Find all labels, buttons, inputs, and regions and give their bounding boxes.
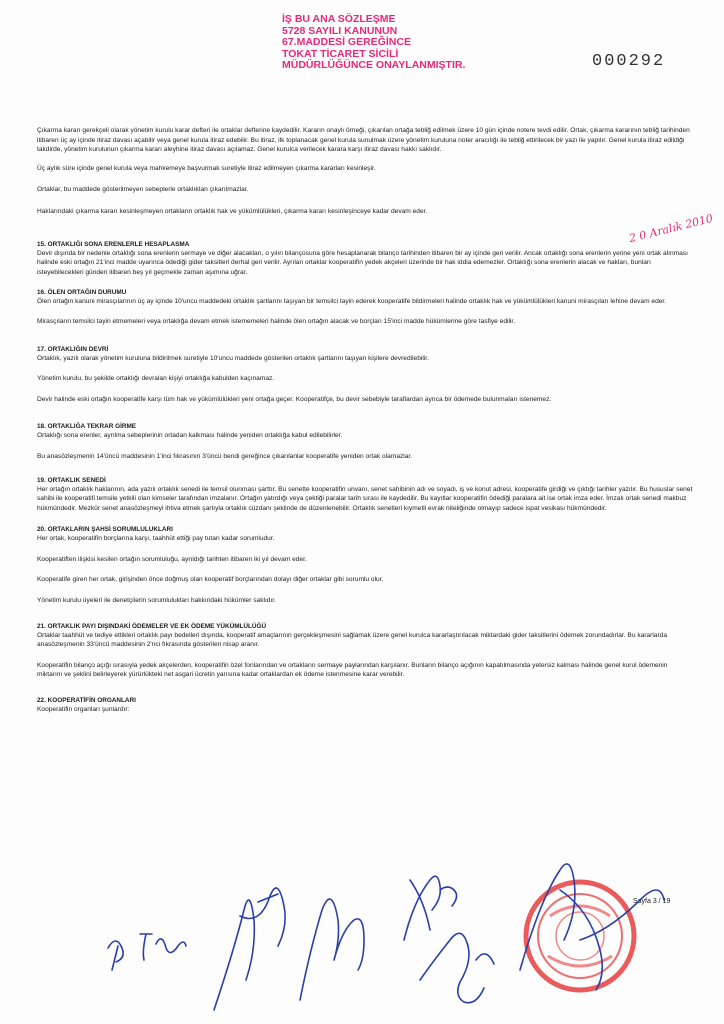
section-title: 18. ORTAKLIĞA TEKRAR GİRME [37, 423, 137, 431]
paragraph: Haklarındaki çıkarma kararı kesinleşmeyen ortakların ortaklık hak ve yükümlülükleri, çıkarma kararı kesinleşinceye kadar devam eder. [37, 207, 428, 215]
section-title: 15. ORTAKLIĞI SONA ERENLERLE HESAPLASMA [37, 240, 190, 248]
paragraph: Yönetim kurulu, bu şekilde ortaklığı devralan kişiyi ortaklığa kabulden kaçınamaz. [37, 375, 275, 383]
paragraph: Ölen ortağın kanuni mirasçılarının üç ay içinde 10'uncu maddedeki ortaklık şartlarını taşıyan bir temsilci tayin ederek kooperatife bildirmeleri halinde ortaklık hak ve yükümlülükleri kanuni mirasçıları lehine devam eder. [37, 298, 667, 306]
page-number: Sayfa 3 / 19 [633, 898, 671, 905]
stamp-line: 67.MADDESİ GEREĞİNCE [282, 36, 411, 48]
paragraph: Çıkarma kararı gerekçeli olarak yönetim kurulu karar defteri ile ortaklar defterine kaydedilir. Kararın onaylı örneği, çıkarılan ortağa tebliğ edilmek üzere 10 gün içinde notere tevdi edilir. Ortak, çıkarma kararının tebliğ tarihinden itibaren üç ay içinde itiraz davası açabilir veya genel kurula itiraz edebilir. Bu itiraz, ilk toplanacak genel kurula sunulmak üzere yönetim kuruluna noter aracılığı ile tebliğ ettirilecek bir yazı ile yapılır. Genel kurula itiraz edildiği takdirde, yönetim kurulunun çıkarma kararı aleyhine itiraz davası açılamaz. Genel kurulca verilecek karara karşı itiraz davası hakkı saklıdır. [37, 127, 690, 154]
section-22 [37, 696, 693, 715]
paragraph: Bu anasözleşmenin 14'üncü maddesinin 1'inci fıkrasının 3'üncü bendi gereğince çıkarılanlar kooperatife yeniden ortak olamazlar. [37, 452, 413, 460]
signature-4 [300, 899, 364, 1000]
section-title: 21. ORTAKLIK PAYI DIŞINDAKİ ÖDEMELER VE EK ÖDEME YÜKÜMLÜLÜĞÜ [37, 622, 267, 630]
approval-stamp [282, 14, 492, 72]
section-title: 20. ORTAKLARIN ŞAHSİ SORUMLULUKLARI [37, 526, 173, 534]
stamp-line: TOKAT TİCARET SİCİLİ [282, 47, 399, 60]
signature-7 [520, 864, 664, 990]
signature-3 [214, 888, 285, 1010]
signature-2 [140, 934, 186, 960]
section-title: 19. ORTAKLIK SENEDİ [37, 476, 106, 484]
document-body [37, 126, 693, 715]
signature-5 [404, 876, 457, 940]
section-title: 22. KOOPERATİFİN ORGANLARI [37, 697, 136, 705]
stamp-line: MÜDÜRLÜĞÜNCE ONAYLANMIŞTIR. [282, 59, 466, 71]
paragraph: Devir halinde eski ortağın kooperatife karşı tüm hak ve yükümlülükleri yeni ortağa geçer. Kooperatifçe, bu devir sebebiyle taraflardan ayrıca bir ödemede bulunmaları istenemez. [37, 395, 552, 403]
section-19 [37, 476, 693, 514]
section-17 [37, 345, 693, 405]
paragraph: Ortaklığı sona erenler, ayrılma sebeplerinin ortadan kalkması halinde yeniden ortaklığa kabul edilebilirler. [37, 432, 343, 440]
section-21 [37, 622, 693, 680]
paragraph: Kooperatife giren her ortak, girişinden önce doğmuş olan kooperatif borçlarından dolayı diğer ortaklar gibi sorumlu olur. [37, 576, 384, 584]
stamp-line: İŞ BU ANA SÖZLEŞME [282, 13, 396, 25]
section-title: 16. ÖLEN ORTAĞIN DURUMU [37, 289, 127, 297]
document-number: 000292 [592, 52, 666, 71]
handwritten-date: 2 0 Aralık 2010 [627, 211, 715, 246]
section-20 [37, 525, 693, 605]
paragraph: Mirasçıların temsilci tayin etmemeleri veya ortaklığa devam etmek istememeleri halinde ölen ortağın alacak ve borçları 15'inci madde hükümlerine göre tasfiye edilir. [37, 317, 516, 325]
paragraph: Ortaklar taahhüt ve tediye ettikleri ortaklık payı bedelleri dışında, kooperatif amaçlarının gerçekleşmesini sağlamak üzere genel kurulca kararlaştırılacak miktardaki gider taksitlerini ödemek zorundadırlar. Bu kararlarda anasözleşmenin 33'üncü maddesinin 2'nci fıkrasında gösterilen nisap aranır. [37, 631, 667, 649]
paragraph: Ortaklık, yazılı olarak yönetim kuruluna bildirilmek suretiyle 10'uncu maddede gösterilen ortaklık şartlarını taşıyan kişilere devredilebilir. [37, 354, 429, 362]
paragraph: Devir dışında bir nedenle ortaklığı sona erenlerin sermaye ve diğer alacakları, o yılın bilançosuna göre hesaplanarak bilanço tarihinden itibaren bir ay içinde geri verilir. Ancak ortaklığı sona erenlerin yerine yeni ortak alınması halinde eski ortağın 21'inci madde uyarınca ödediği gider taksitleri derhal geri verilir. Ayrılan ortaklar kooperatifin yedek akçeleri üzerinde bir hak iddia edemezler. Ortaklığı sona erenlerin alacak ve hakları, bunları isteyebilecekleri günden itibaren beş yıl geçmekle zaman aşımına uğrar. [37, 249, 688, 276]
signature-1 [108, 941, 123, 970]
section-title: 17. ORTAKLIĞIN DEVRİ [37, 345, 109, 353]
paragraph: Kooperatiften ilişkisi kesilen ortağın sorumluluğu, ayrıldığı tarihten itibaren iki yıl devam eder. [37, 555, 307, 563]
paragraph: Ortaklar, bu maddede gösterilmeyen sebeplerle ortaklıktan çıkarılmazlar. [37, 186, 249, 194]
section-16 [37, 288, 693, 326]
paragraph: Kooperatifin organları şunlardır: [37, 706, 130, 714]
section-18 [37, 422, 693, 461]
paragraph: Her ortağın ortaklık haklarının, ada yazılı ortaklık senedi ile temsil olunması şarttır. Bu senette kooperatifin unvanı, senet sahibinin adı ve soyadı, iş ve konut adresi, kooperatife girdiği ve çıktığı tarihler yazılır. Bu hususlar senet sahibi ile kooperatifi temsile yetkili olan kimseler tarafından imzalanır. Ortağın yatırdığı veya çektiği paralar tarih sırası ile kaydedilir. Bu kayıtlar kooperatifin ödediği paralara ait ise ortak imza eder. İmzalı ortak senedi makbuz hükmündedir. Mezkûr senet anasözleşmeyi ihtiva etmek şartıyla ortaklık cüzdanı şeklinde de düzenlenebilir. Ortaklık senetleri kıymetli evrak niteliğinde olmayıp sadece ispat vesikası hükmündedir. [37, 485, 693, 512]
paragraph: Üç aylık süre içinde genel kurula veya mahkemeye başvurmak suretiyle itiraz edilmeyen çıkarma kararları kesinleşir. [37, 164, 376, 172]
stamp-line: 5728 SAYILI KANUNUN [282, 24, 398, 37]
paragraph: Her ortak, kooperatifin borçlarına karşı, taahhüt ettiği pay tutarı kadar sorumludur. [37, 535, 275, 543]
paragraph: Kooperatifin bilanço açığı sırasıyla yedek akçelerden, kooperatifin özel fonlarından ve ortakların sermaye paylarından karşılanır. Bunların bilanço açığının kapatılmasında yetersiz kalması halinde genel kurul ödemenin miktarını ve şeklini belirleyerek yürürlükteki net asgari ücretin yarısına kadar ortaklardan ek ödeme istenmesine karar verebilir. [37, 661, 668, 679]
signature-6 [420, 933, 494, 1002]
paragraph: Yönetim kurulu üyeleri ile denetçilerin sorumlulukları hakkındaki hükümler saklıdır. [37, 597, 276, 605]
section-15 [37, 240, 693, 278]
signatures [0, 850, 724, 1024]
